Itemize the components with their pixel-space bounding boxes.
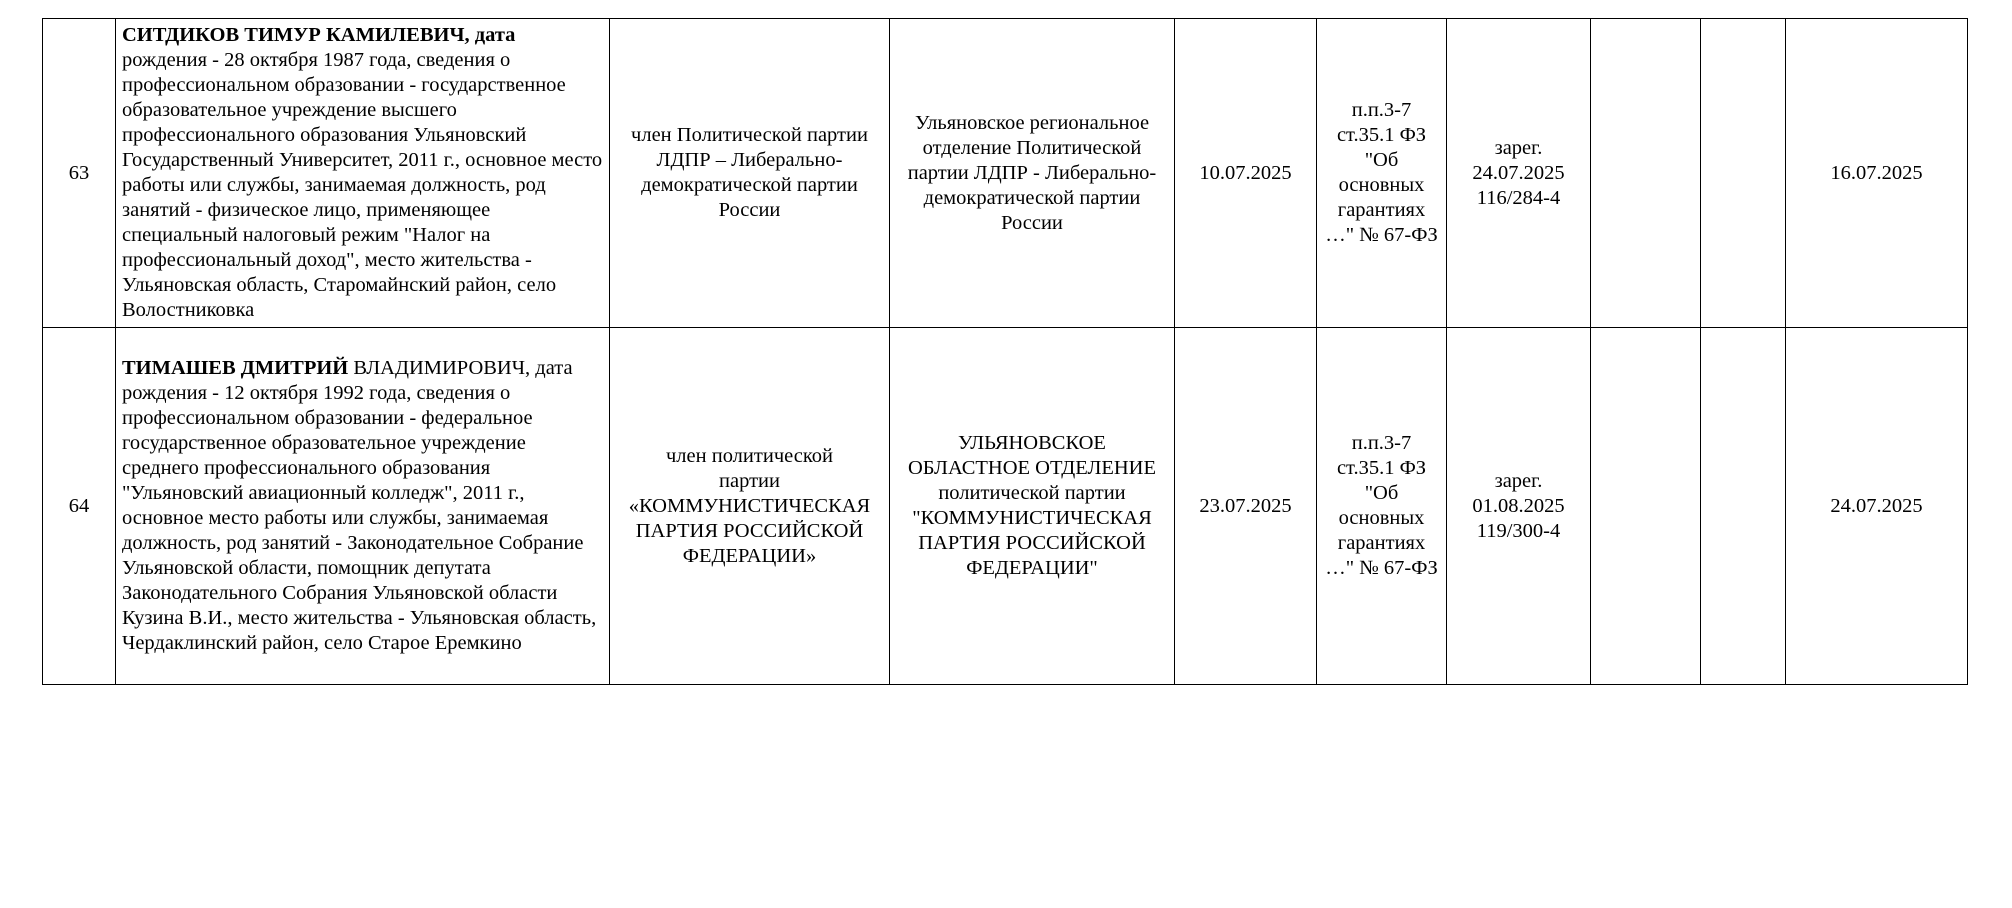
party-membership-line-2: партии (719, 469, 780, 492)
empty-cell-1 (1591, 328, 1701, 685)
empty-cell-2 (1701, 19, 1786, 328)
empty-cell-2 (1701, 328, 1786, 685)
candidate-name: ТИМАШЕВ ДМИТРИЙ (122, 357, 349, 379)
party-membership-line-1: член политической (666, 444, 833, 467)
registration-decision: зарег. 24.07.2025 116/284-4 (1447, 19, 1591, 328)
registration-decision: зарег. 01.08.2025 119/300-4 (1447, 328, 1591, 685)
final-date: 16.07.2025 (1786, 19, 1968, 328)
table-row (43, 328, 1968, 685)
row-number: 63 (43, 19, 116, 328)
nominating-branch-line-1: УЛЬЯНОВСКОЕ ОБЛАСТНОЕ ОТДЕЛЕНИЕ (907, 432, 1157, 479)
party-membership (610, 328, 890, 685)
final-date: 24.07.2025 (1786, 328, 1968, 685)
empty-cell-1 (1591, 19, 1701, 328)
candidate-details: ВЛАДИМИРОВИЧ, дата рождения - 12 октября 1992 года, сведения о профессиональном образовании - федеральное государственное образовательное учреждение среднего профессионального образования "Ульяновский авиационный колледж", 2011 г., основное место работы или службы, занимаемая должность, род занятий - Законодательное Собрание Ульяновской области, помощник депутата Законодательного Собрания Ульяновской области Кузина В.И., место жительства - Ульяновская область, Чердаклинский район, село Старое Еремкино (122, 357, 597, 654)
candidate-registry-table (42, 18, 1968, 685)
nomination-date: 10.07.2025 (1175, 19, 1317, 328)
candidate-info (116, 328, 610, 685)
party-membership: член Политической партии ЛДПР – Либерально-демократической партии России (610, 19, 890, 328)
nominating-branch-line-2: политической партии (938, 482, 1126, 504)
nominating-branch: Ульяновское региональное отделение Политической партии ЛДПР - Либерально-демократической партии России (890, 19, 1175, 328)
nominating-branch (890, 328, 1175, 685)
candidate-details: рождения - 28 октября 1987 года, сведения о профессиональном образовании - государственное образовательное учреждение высшего профессионального образования Ульяновский Государственный Университет, 2011 г., основное место работы или службы, занимаемая должность, род занятий - физическое лицо, применяющее специальный налоговый режим "Налог на профессиональный доход", место жительства - Ульяновская область, Старомайнский район, село Волостниковка (122, 49, 603, 321)
table-row (43, 19, 1968, 328)
legal-norm: п.п.3-7 ст.35.1 ФЗ "Об основных гарантиях …" № 67-ФЗ (1317, 19, 1447, 328)
candidate-info (116, 19, 610, 328)
legal-norm: п.п.3-7 ст.35.1 ФЗ "Об основных гарантиях …" № 67-ФЗ (1317, 328, 1447, 685)
row-number: 64 (43, 328, 116, 685)
nomination-date: 23.07.2025 (1175, 328, 1317, 685)
candidate-name: СИТДИКОВ ТИМУР КАМИЛЕВИЧ, дата (122, 24, 516, 46)
nominating-branch-line-3: "КОММУНИСТИЧЕСКАЯ ПАРТИЯ РОССИЙСКОЙ ФЕДЕРАЦИИ" (912, 507, 1152, 579)
party-membership-line-3: «КОММУНИСТИЧЕСКАЯ ПАРТИЯ РОССИЙСКОЙ ФЕДЕРАЦИИ» (628, 494, 871, 567)
